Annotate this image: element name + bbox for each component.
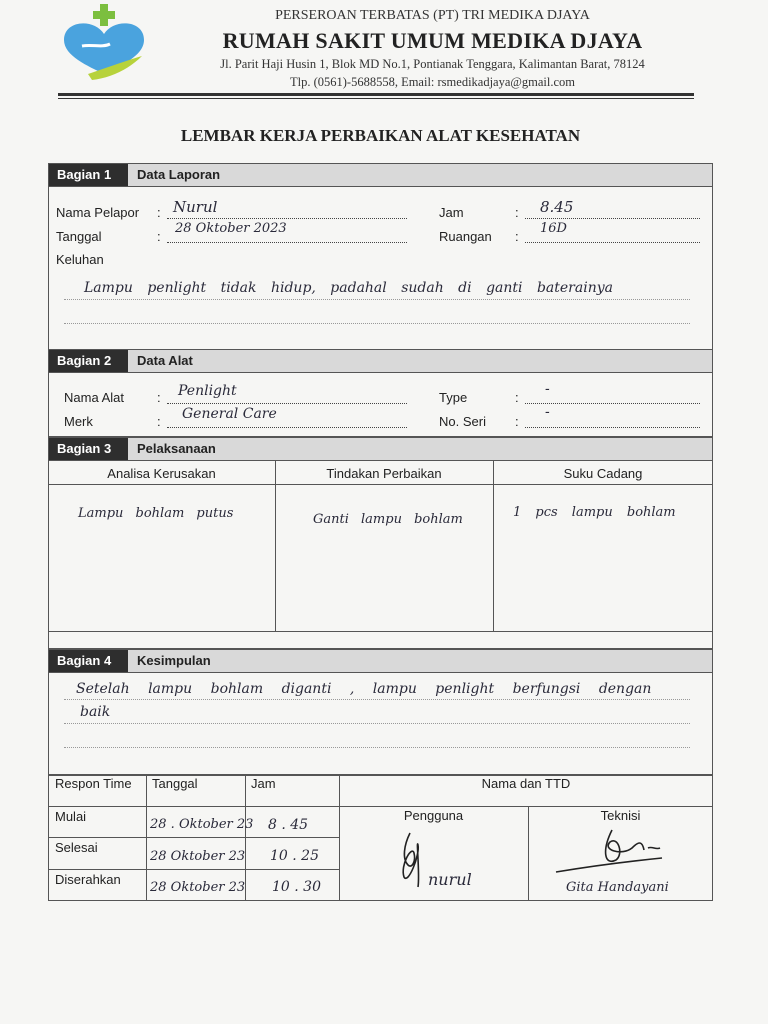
section-1-header [48, 163, 713, 187]
tindakan-header: Tindakan Perbaikan [326, 466, 442, 481]
section-2-tag: Bagian 2 [49, 350, 128, 372]
analisa-value: Lampu bohlam putus [78, 506, 234, 521]
row-tanggal-mulai: 28 . Oktober 23 [150, 817, 254, 832]
nama-pelapor-line [167, 218, 407, 219]
row-label-diserahkan: Diserahkan [55, 872, 121, 887]
merk-label: Merk [64, 414, 93, 429]
ruangan-label: Ruangan [439, 229, 492, 244]
tanggal-label: Tanggal [56, 229, 102, 244]
respon-time-header: Respon Time [55, 776, 132, 791]
section-4-tag: Bagian 4 [49, 650, 128, 672]
nama-pelapor-value: Nurul [173, 198, 218, 216]
section-3-title: Pelaksanaan [137, 441, 216, 456]
section-4-title: Kesimpulan [137, 653, 211, 668]
jam-value: 8.45 [540, 198, 574, 216]
document-title: LEMBAR KERJA PERBAIKAN ALAT KESEHATAN [180, 126, 581, 145]
teknisi-name: Gita Handayani [566, 880, 669, 895]
company-name: PERSEROAN TERBATAS (PT) TRI MEDIKA DJAYA [275, 8, 590, 23]
section-3-bottom-rule [48, 631, 713, 632]
row-jam-diserahkan: 10 . 30 [272, 879, 321, 895]
hospital-contact: Tlp. (0561)-5688558, Email: rsmedikadjaya@gmail.com [289, 75, 576, 89]
pengguna-label: Pengguna [403, 808, 464, 823]
suku-cadang-header: Suku Cadang [563, 466, 643, 481]
tanggal-line [167, 242, 407, 243]
section-1-title: Data Laporan [137, 167, 221, 182]
keluhan-label: Keluhan [56, 252, 104, 267]
merk-value: General Care [182, 406, 277, 422]
kesimpulan-line-1-text: Setelah lampu bohlam diganti , lampu penlight berfungsi dengan [76, 681, 652, 697]
no-seri-line [525, 427, 700, 428]
keluhan-line-2 [64, 323, 690, 324]
pengguna-name: nurul [428, 870, 472, 889]
nama-alat-line [167, 403, 407, 404]
tanggal-header: Tanggal [152, 776, 198, 791]
keluhan-value: Lampu penlight tidak hidup, padahal sudah di ganti baterainya [84, 280, 613, 296]
response-divider-3 [339, 775, 340, 901]
row-label-selesai: Selesai [55, 840, 98, 855]
suku-cadang-value: 1 pcs lampu bohlam [513, 505, 676, 520]
response-row-rule-1 [48, 837, 339, 838]
jam-line [525, 218, 700, 219]
teknisi-signature [552, 820, 682, 880]
merk-line [167, 427, 407, 428]
letterhead-rule-thin [58, 98, 694, 99]
no-seri-label: No. Seri [439, 414, 486, 429]
kesimpulan-line-3 [64, 747, 690, 748]
row-label-mulai: Mulai [55, 809, 87, 824]
type-label: Type [439, 390, 468, 405]
response-row-rule-2 [48, 869, 339, 870]
kesimpulan-line-2 [64, 723, 690, 724]
section-3-header [48, 437, 713, 461]
row-tanggal-diserahkan: 28 Oktober 23 [150, 880, 246, 895]
ruangan-value: 16D [540, 221, 567, 236]
colon: : [515, 414, 519, 429]
teknisi-label: Teknisi [600, 808, 641, 823]
section-1-tag: Bagian 1 [49, 164, 128, 186]
section-2-header [48, 349, 713, 373]
row-jam-mulai: 8 . 45 [268, 817, 309, 833]
jam-header: Jam [251, 776, 276, 791]
nama-alat-value: Penlight [178, 383, 237, 399]
nama-pelapor-label: Nama Pelapor [56, 205, 140, 220]
colon: : [157, 205, 161, 220]
hospital-name: RUMAH SAKIT UMUM MEDIKA DJAYA [222, 28, 643, 53]
tindakan-value: Ganti lampu bohlam [313, 512, 463, 527]
type-value: - [545, 381, 550, 397]
section-3-divider-2 [493, 461, 494, 631]
colon: : [515, 229, 519, 244]
section-3-header-rule [48, 484, 713, 485]
hospital-logo [58, 4, 154, 82]
type-line [525, 403, 700, 404]
colon: : [157, 229, 161, 244]
colon: : [515, 390, 519, 405]
section-3-divider-1 [275, 461, 276, 631]
row-jam-selesai: 10 . 25 [270, 848, 319, 864]
hospital-address: Jl. Parit Haji Husin 1, Blok MD No.1, Pontianak Tenggara, Kalimantan Barat, 78124 [220, 57, 645, 71]
kesimpulan-line-1 [64, 699, 690, 700]
tanggal-value: 28 Oktober 2023 [175, 221, 287, 236]
analisa-header: Analisa Kerusakan [107, 466, 216, 481]
ruangan-line [525, 242, 700, 243]
no-seri-value: - [545, 404, 550, 420]
nama-ttd-header: Nama dan TTD [481, 776, 571, 791]
section-3-tag: Bagian 3 [49, 438, 128, 460]
section-2-title: Data Alat [137, 353, 193, 368]
response-header-rule [48, 806, 713, 807]
colon: : [157, 414, 161, 429]
response-divider-1 [146, 775, 147, 901]
kesimpulan-line-2-text: baik [80, 704, 111, 720]
section-4-header [48, 649, 713, 673]
colon: : [157, 390, 161, 405]
colon: : [515, 205, 519, 220]
nama-alat-label: Nama Alat [64, 390, 124, 405]
keluhan-line-1 [64, 299, 690, 300]
jam-label: Jam [439, 205, 464, 220]
row-tanggal-selesai: 28 Oktober 23 [150, 849, 246, 864]
letterhead-rule [58, 93, 694, 96]
